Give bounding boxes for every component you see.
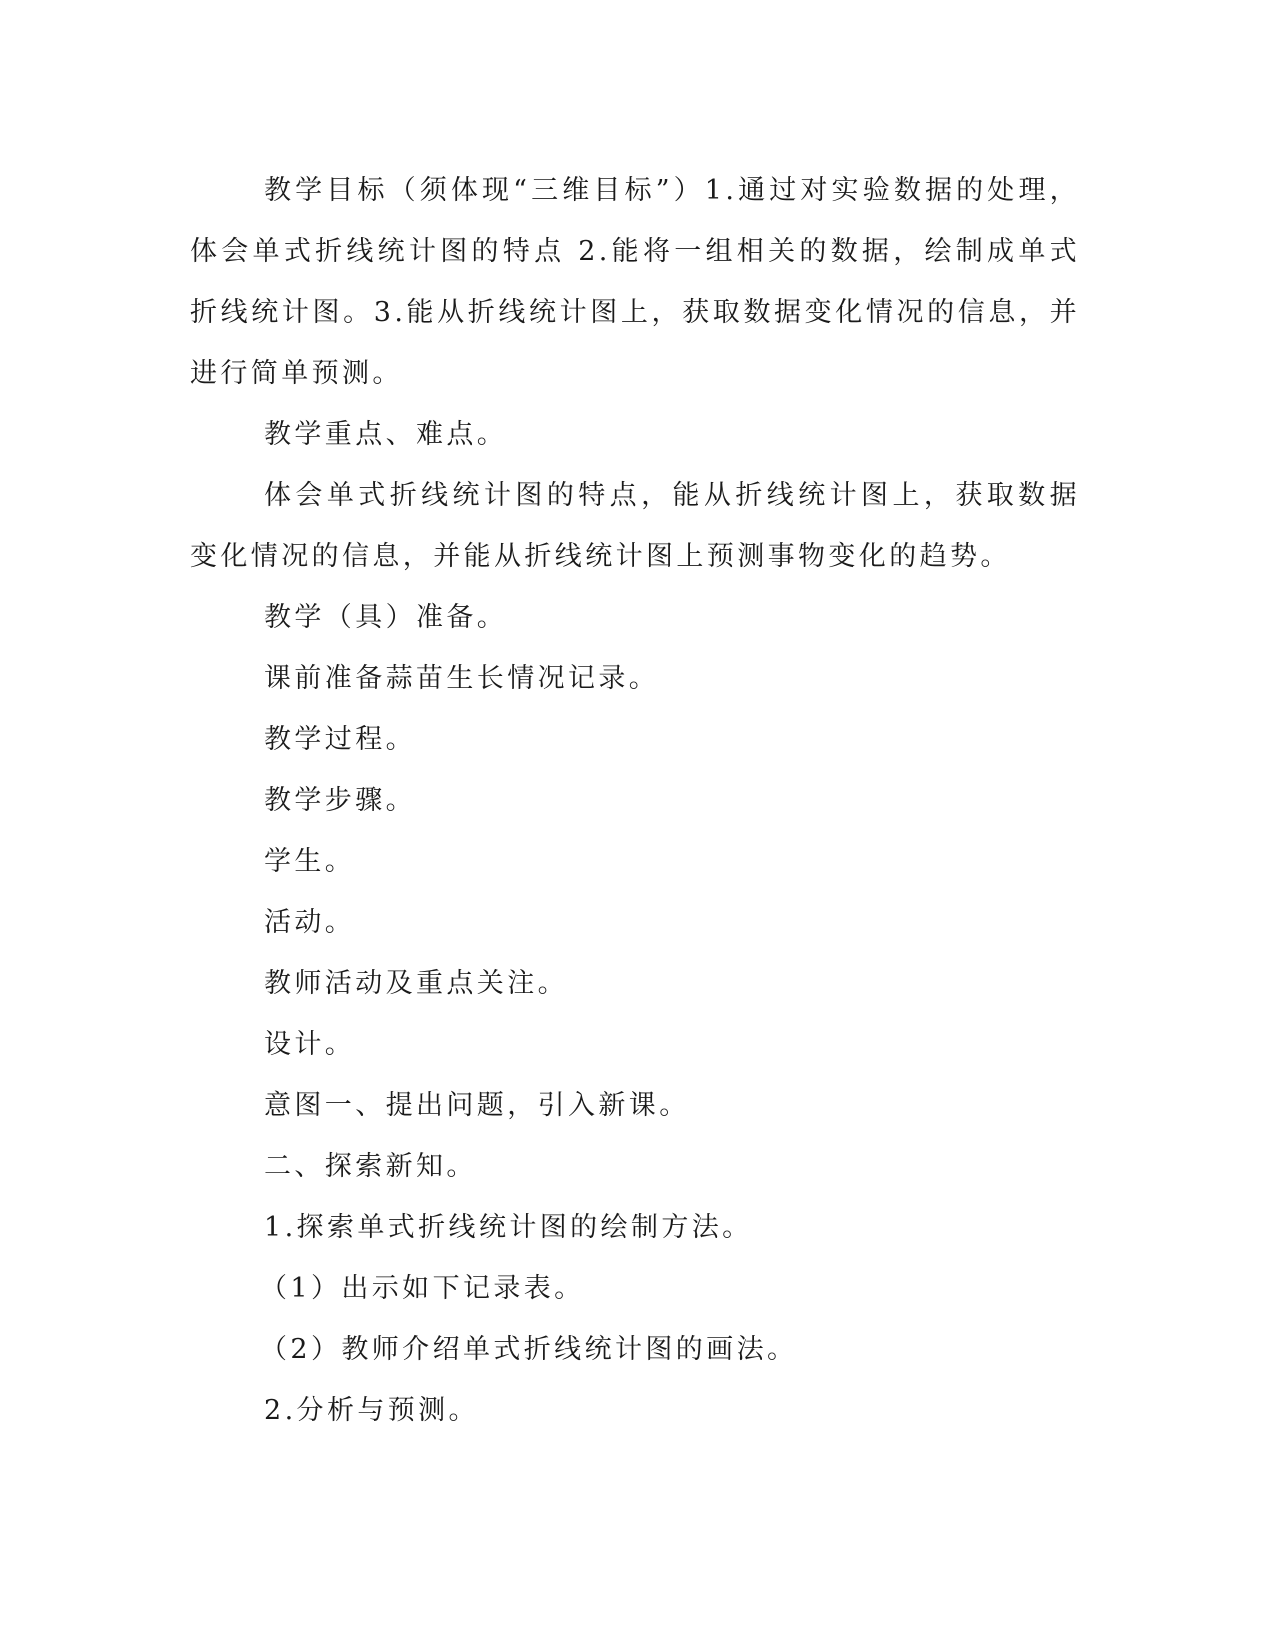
paragraph-key-difficult-points-heading: 教学重点、难点。	[264, 419, 508, 450]
paragraph-intent-section-one: 意图一、提出问题，引入新课。	[264, 1090, 690, 1121]
paragraph-key-difficult-points: 体会单式折线统计图的特点，能从折线统计图上，获取数据变化情况的信息，并能从折线统计图上预测事物变化的趋势。	[190, 480, 1080, 572]
paragraph-step-one: 1.探索单式折线统计图的绘制方法。	[264, 1212, 753, 1243]
paragraph-students: 学生。	[264, 846, 356, 877]
paragraph-design: 设计。	[264, 1029, 356, 1060]
paragraph-substep-one: （1）出示如下记录表。	[260, 1273, 585, 1304]
paragraph-teaching-objectives: 教学目标（须体现“三维目标”）1.通过对实验数据的处理，体会单式折线统计图的特点 2.能将一组相关的数据，绘制成单式折线统计图。3.能从折线统计图上，获取数据变化情况的信息，并进行简单预测。	[190, 175, 1080, 389]
paragraph-teaching-aids-heading: 教学（具）准备。	[264, 602, 508, 633]
paragraph-teaching-steps: 教学步骤。	[264, 785, 416, 816]
paragraph-preparation: 课前准备蒜苗生长情况记录。	[264, 663, 660, 694]
paragraph-activities: 活动。	[264, 907, 356, 938]
paragraph-teacher-activities: 教师活动及重点关注。	[264, 968, 568, 999]
document-body	[190, 160, 1080, 1441]
paragraph-substep-two: （2）教师介绍单式折线统计图的画法。	[260, 1334, 798, 1365]
paragraph-teaching-process: 教学过程。	[264, 724, 416, 755]
paragraph-step-two: 2.分析与预测。	[264, 1395, 479, 1426]
paragraph-section-two: 二、探索新知。	[264, 1151, 477, 1182]
